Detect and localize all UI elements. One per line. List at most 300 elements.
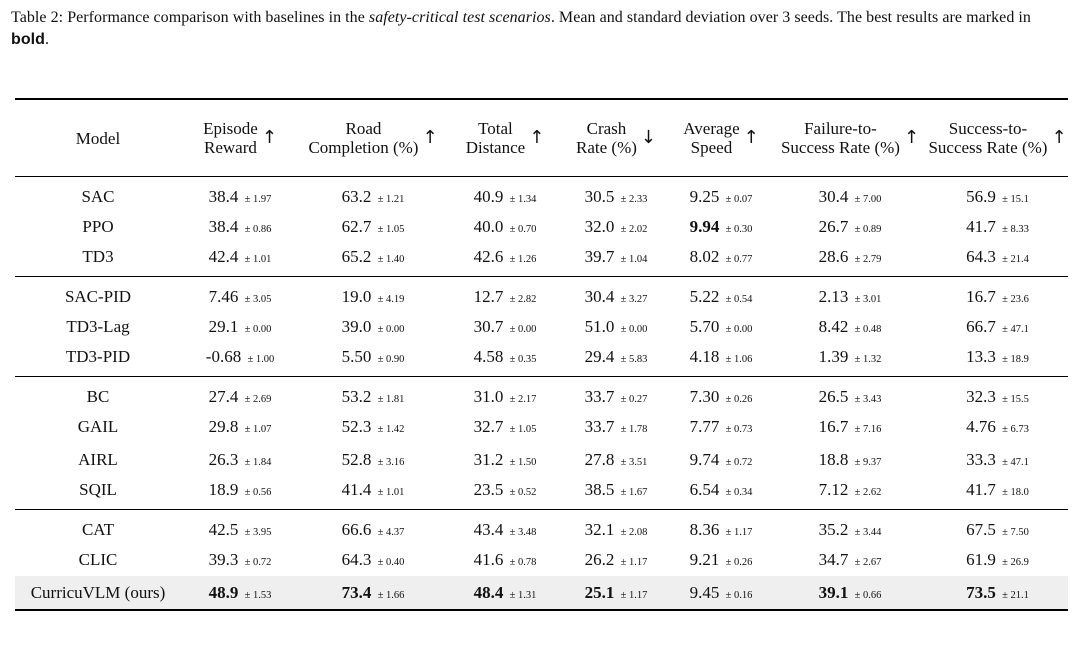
metric-cell	[299, 243, 447, 277]
metric-mean: 4.58	[473, 346, 504, 366]
metric-cell	[563, 543, 669, 576]
metric-cell	[773, 377, 927, 411]
metric-cell	[447, 343, 563, 377]
metric-mean: 41.4	[341, 479, 372, 499]
model-name-cell: BC	[15, 377, 181, 411]
metric-std: ± 0.40	[377, 556, 405, 568]
metric-std: ± 0.00	[725, 323, 753, 335]
row-group	[15, 277, 1068, 377]
metric-mean: 64.3	[341, 549, 372, 569]
metric-std: ± 1.40	[377, 253, 405, 265]
metric-cell	[563, 177, 669, 211]
metric-mean: 66.6	[341, 520, 372, 539]
metric-cell	[927, 210, 1068, 243]
metric-std: ± 7.50	[1002, 527, 1029, 538]
metric-std: ± 21.4	[1002, 253, 1029, 265]
metric-std: ± 0.77	[725, 253, 753, 265]
metric-cell	[299, 443, 447, 476]
metric-cell	[669, 243, 773, 277]
table-caption	[11, 7, 1071, 51]
metric-mean: 9.94	[689, 216, 720, 236]
metric-cell	[563, 343, 669, 377]
header-line: Rate (%)	[576, 138, 637, 157]
table-row	[15, 243, 1068, 277]
metric-cell	[773, 476, 927, 510]
header-line: Failure-to-	[804, 119, 877, 138]
metric-cell	[773, 410, 927, 443]
metric-std: ± 1.81	[377, 394, 405, 405]
metric-cell	[927, 343, 1068, 377]
metric-std: ± 0.73	[725, 423, 753, 435]
metric-std: ± 0.52	[509, 486, 537, 498]
metric-std: ± 0.34	[725, 486, 753, 498]
metric-mean: 32.3	[966, 387, 996, 406]
metric-cell	[773, 243, 927, 277]
metric-std: ± 3.48	[509, 527, 537, 538]
metric-mean: 73.4	[341, 582, 372, 602]
metric-cell	[563, 277, 669, 311]
metric-cell	[773, 310, 927, 343]
metric-cell	[773, 576, 927, 610]
header-line: Episode	[203, 119, 258, 138]
header-cell-wrap	[308, 119, 437, 157]
table-row	[15, 277, 1068, 311]
metric-cell	[927, 377, 1068, 411]
metric-cell	[299, 177, 447, 211]
metric-std: ± 0.70	[509, 223, 537, 235]
metric-mean: 26.7	[818, 216, 849, 236]
metric-std: ± 0.78	[509, 556, 537, 568]
metric-std: ± 1.00	[247, 353, 275, 365]
metric-std: ± 15.1	[1002, 194, 1029, 205]
header-lines	[576, 119, 637, 157]
metric-mean: 9.25	[689, 187, 720, 206]
metric-mean: 42.4	[208, 246, 239, 266]
metric-cell	[563, 310, 669, 343]
metric-mean: 32.0	[584, 216, 615, 236]
model-name-cell: TD3-Lag	[66, 316, 130, 336]
metric-std: ± 1.53	[244, 589, 272, 601]
metric-mean: 42.6	[473, 246, 504, 266]
metric-cell	[563, 476, 669, 510]
metric-cell	[181, 210, 299, 243]
metric-std: ± 2.79	[854, 253, 882, 265]
metric-cell	[299, 343, 447, 377]
metric-cell	[181, 410, 299, 443]
metric-cell	[447, 377, 563, 411]
metric-mean: 53.2	[341, 387, 372, 406]
metric-std: ± 4.37	[377, 527, 405, 538]
metric-cell	[447, 443, 563, 476]
metric-cell	[927, 277, 1068, 311]
arrow-up-icon: ↑	[422, 126, 438, 148]
metric-std: ± 2.33	[620, 194, 648, 205]
metric-mean: 23.5	[473, 479, 504, 499]
table-row	[15, 476, 1068, 510]
metric-mean: 52.3	[341, 416, 372, 436]
model-name-cell: TD3	[82, 246, 114, 266]
metric-std: ± 1.84	[244, 456, 272, 468]
metric-mean: 18.9	[208, 479, 239, 499]
metric-mean: 19.0	[341, 287, 372, 306]
metric-cell	[447, 510, 563, 544]
metric-mean: 63.2	[341, 187, 372, 206]
model-name-cell: CLIC	[78, 549, 118, 569]
model-name-cell: GAIL	[77, 416, 119, 436]
metric-std: ± 5.83	[620, 353, 648, 365]
header-column	[773, 99, 927, 177]
metric-std: ± 21.1	[1002, 589, 1029, 601]
metric-cell	[773, 277, 927, 311]
metric-std: ± 0.26	[725, 394, 753, 405]
model-name-cell: SQIL	[79, 479, 117, 499]
header-cell-wrap	[781, 119, 919, 157]
metric-mean: 34.7	[818, 549, 849, 569]
metric-cell	[563, 243, 669, 277]
metric-cell	[669, 210, 773, 243]
metric-std: ± 0.16	[725, 589, 753, 601]
header-line: Success Rate (%)	[928, 138, 1048, 157]
model-name-cell: TD3-PID	[65, 346, 131, 366]
metric-mean: 48.9	[208, 582, 239, 602]
metric-cell	[447, 310, 563, 343]
model-name-cell: CAT	[15, 510, 181, 544]
metric-cell	[447, 277, 563, 311]
metric-mean: 30.4	[818, 187, 849, 206]
metric-std: ± 2.02	[620, 223, 648, 235]
metric-mean: 1.39	[818, 346, 849, 366]
header-lines	[203, 119, 258, 157]
metric-std: ± 1.78	[620, 423, 648, 435]
metric-mean: 8.36	[689, 520, 720, 539]
metric-std: ± 3.51	[620, 456, 648, 468]
metric-std: ± 0.90	[377, 353, 405, 365]
metric-mean: 16.7	[966, 287, 996, 306]
metric-std: ± 0.30	[725, 223, 753, 235]
header-cell-wrap	[683, 119, 758, 157]
metric-std: ± 0.54	[725, 294, 753, 305]
arrow-down-icon: ↓	[640, 126, 656, 148]
metric-cell	[447, 410, 563, 443]
metric-cell	[927, 243, 1068, 277]
metric-std: ± 3.43	[854, 394, 882, 405]
metric-std: ± 2.62	[854, 486, 882, 498]
metric-std: ± 0.72	[244, 556, 272, 568]
metric-cell	[563, 576, 669, 610]
metric-mean: 9.21	[689, 549, 720, 569]
metric-cell	[773, 510, 927, 544]
metric-std: ± 1.05	[377, 223, 405, 235]
metric-std: ± 9.37	[854, 456, 882, 468]
metric-cell	[927, 510, 1068, 544]
metric-std: ± 2.08	[620, 527, 648, 538]
header-cell-wrap	[928, 119, 1066, 157]
metric-cell	[181, 310, 299, 343]
arrow-up-icon: ↑	[743, 126, 759, 148]
metric-mean: 61.9	[966, 549, 996, 569]
metric-std: ± 47.1	[1002, 323, 1029, 335]
metric-cell	[447, 177, 563, 211]
metric-mean: 31.2	[473, 449, 504, 469]
table-row	[15, 410, 1068, 443]
metric-cell	[563, 410, 669, 443]
caption-middle: . Mean and standard deviation over 3 seeds. The best results are marked in	[550, 9, 1031, 26]
header-column	[447, 99, 563, 177]
metric-std: ± 0.26	[725, 556, 753, 568]
header-line: Completion (%)	[308, 138, 419, 157]
metric-std: ± 0.56	[244, 486, 272, 498]
metric-mean: 16.7	[818, 416, 849, 436]
metric-mean: 8.02	[689, 246, 720, 266]
metric-mean: 2.13	[818, 287, 849, 306]
metric-std: ± 3.27	[620, 294, 648, 305]
metric-mean: 12.7	[473, 287, 504, 306]
table-row	[15, 377, 1068, 411]
metric-std: ± 3.16	[377, 456, 405, 468]
metric-cell	[181, 177, 299, 211]
metric-std: ± 0.27	[620, 394, 648, 405]
metric-cell	[299, 576, 447, 610]
arrow-up-icon: ↑	[1051, 126, 1067, 148]
metric-mean: 29.4	[584, 346, 615, 366]
metric-cell	[563, 210, 669, 243]
metric-mean: 40.0	[473, 216, 504, 236]
model-name-cell: CurricuVLM (ours)	[15, 576, 181, 610]
metric-cell	[181, 377, 299, 411]
header-line: Reward	[204, 138, 257, 157]
metric-std: ± 2.17	[509, 394, 537, 405]
metric-std: ± 0.00	[620, 323, 648, 335]
metric-std: ± 6.73	[1002, 423, 1029, 435]
metric-std: ± 18.0	[1002, 486, 1029, 498]
metric-std: ± 0.48	[854, 323, 882, 335]
metric-std: ± 1.50	[509, 456, 537, 468]
header-line: Average	[683, 119, 740, 138]
metric-std: ± 1.31	[509, 589, 537, 601]
caption-bold: bold	[11, 31, 45, 48]
metric-cell	[299, 210, 447, 243]
metric-cell	[669, 177, 773, 211]
metric-std: ± 0.00	[244, 323, 272, 335]
header-lines	[928, 119, 1047, 157]
table-row	[15, 343, 1068, 377]
metric-std: ± 1.17	[620, 556, 648, 568]
metric-mean: 39.1	[818, 582, 849, 602]
header-column	[181, 99, 299, 177]
metric-std: ± 1.26	[509, 253, 537, 265]
metric-cell	[299, 310, 447, 343]
metric-cell	[927, 177, 1068, 211]
metric-cell	[669, 443, 773, 476]
metric-mean: 56.9	[966, 187, 996, 206]
metric-mean: 5.22	[689, 287, 720, 306]
header-cell-wrap	[203, 119, 277, 157]
metric-mean: 64.3	[966, 246, 996, 266]
table-row	[15, 177, 1068, 211]
metric-std: ± 1.05	[509, 423, 537, 435]
metric-mean: 41.7	[966, 479, 996, 499]
metric-cell	[773, 343, 927, 377]
metric-std: ± 23.6	[1002, 294, 1029, 305]
header-line: Total	[478, 119, 513, 138]
metric-mean: 32.7	[473, 416, 504, 436]
metric-mean: 33.7	[584, 416, 615, 436]
metric-std: ± 18.9	[1002, 353, 1029, 365]
table-row	[15, 443, 1068, 476]
metric-cell	[773, 543, 927, 576]
metric-cell	[669, 510, 773, 544]
row-group	[15, 510, 1068, 611]
metric-std: ± 1.97	[244, 194, 272, 205]
metric-mean: 26.3	[208, 449, 239, 469]
metric-mean: 35.2	[818, 520, 849, 539]
metric-mean: 41.6	[473, 549, 504, 569]
metric-mean: 65.2	[341, 246, 372, 266]
metric-std: ± 47.1	[1002, 456, 1029, 468]
metric-cell	[447, 210, 563, 243]
caption-italic: safety-critical test scenarios	[368, 9, 551, 26]
header-line: Distance	[465, 138, 526, 157]
header-cell-wrap	[576, 119, 656, 157]
metric-mean: 27.8	[584, 449, 615, 469]
metric-mean: 43.4	[473, 520, 504, 539]
metric-std: ± 3.95	[244, 527, 272, 538]
metric-mean: 4.76	[966, 416, 996, 436]
metric-cell	[299, 476, 447, 510]
metric-cell	[447, 576, 563, 610]
header-column	[669, 99, 773, 177]
metric-std: ± 2.82	[509, 294, 537, 305]
metric-std: ± 0.07	[725, 194, 753, 205]
metric-mean: 30.5	[584, 187, 615, 206]
metric-mean: 30.4	[584, 287, 615, 306]
metric-cell	[181, 576, 299, 610]
metric-cell	[299, 543, 447, 576]
metric-cell	[447, 243, 563, 277]
metric-mean: 6.54	[689, 479, 720, 499]
table-row	[15, 510, 1068, 544]
metric-mean: 26.2	[584, 549, 615, 569]
metric-cell	[669, 476, 773, 510]
metric-cell	[669, 310, 773, 343]
metric-mean: 38.4	[208, 187, 239, 206]
header-row	[15, 99, 1068, 177]
metric-mean: 9.74	[689, 449, 720, 469]
metric-std: ± 26.9	[1002, 556, 1029, 568]
metric-cell	[669, 343, 773, 377]
metric-mean: 5.70	[689, 316, 720, 336]
metric-std: ± 15.5	[1002, 394, 1029, 405]
metric-std: ± 0.35	[509, 353, 537, 365]
caption-suffix: .	[44, 31, 50, 48]
metric-mean: 18.8	[818, 449, 849, 469]
metric-mean: 28.6	[818, 246, 849, 266]
metric-std: ± 2.67	[854, 556, 882, 568]
metric-mean: 27.4	[208, 387, 239, 406]
metric-mean: 33.3	[966, 449, 996, 469]
metric-mean: 8.42	[818, 316, 849, 336]
metric-mean: 39.7	[584, 246, 615, 266]
metric-mean: 26.5	[818, 387, 849, 406]
header-lines	[466, 119, 525, 157]
metric-cell	[181, 277, 299, 311]
metric-mean: 38.4	[208, 216, 239, 236]
metric-mean: 41.7	[966, 216, 996, 236]
model-name-cell: PPO	[82, 216, 114, 236]
header-lines	[781, 119, 900, 157]
metric-cell	[299, 510, 447, 544]
table-row	[15, 210, 1068, 243]
metric-mean: 4.18	[689, 346, 720, 366]
metric-cell	[927, 576, 1068, 610]
model-name-cell: SAC	[81, 187, 115, 206]
metric-cell	[181, 243, 299, 277]
metric-mean: 52.8	[341, 449, 372, 469]
metric-cell	[563, 377, 669, 411]
metric-cell	[927, 443, 1068, 476]
metric-mean: -0.68	[205, 346, 242, 366]
model-name-cell: SAC-PID	[15, 277, 181, 311]
metric-std: ± 3.44	[854, 527, 882, 538]
table-row	[15, 543, 1068, 576]
metric-cell	[773, 210, 927, 243]
metric-cell	[927, 410, 1068, 443]
arrow-up-icon: ↑	[903, 126, 920, 148]
metric-std: ± 0.00	[509, 323, 537, 335]
metric-mean: 62.7	[341, 216, 372, 236]
metric-std: ± 7.16	[854, 423, 882, 435]
metric-std: ± 4.19	[377, 294, 405, 305]
metric-mean: 7.77	[689, 416, 720, 436]
metric-cell	[563, 443, 669, 476]
metric-cell	[669, 377, 773, 411]
header-line: Speed	[690, 138, 733, 157]
header-column	[927, 99, 1068, 177]
metric-mean: 39.0	[341, 316, 372, 336]
metric-std: ± 0.86	[244, 223, 272, 235]
header-column	[563, 99, 669, 177]
metric-cell	[299, 410, 447, 443]
arrow-up-icon: ↑	[529, 126, 545, 148]
metric-mean: 39.3	[208, 549, 239, 569]
metric-cell	[669, 410, 773, 443]
table-row	[15, 576, 1068, 610]
metric-cell	[181, 343, 299, 377]
metric-mean: 9.45	[689, 582, 720, 602]
metric-std: ± 1.21	[377, 194, 405, 205]
metric-mean: 25.1	[584, 582, 615, 602]
metric-std: ± 1.17	[725, 527, 753, 538]
metric-std: ± 1.01	[244, 253, 272, 265]
metric-mean: 30.7	[473, 316, 504, 336]
header-cell-wrap	[466, 119, 545, 157]
metric-mean: 5.50	[341, 346, 372, 366]
header-lines	[308, 119, 418, 157]
metric-mean: 29.1	[208, 316, 239, 336]
metric-std: ± 0.72	[725, 456, 753, 468]
metric-cell	[669, 576, 773, 610]
metric-mean: 51.0	[584, 316, 615, 336]
row-group	[15, 177, 1068, 277]
metric-mean: 67.5	[966, 520, 996, 539]
metric-mean: 66.7	[966, 316, 996, 336]
header-line: Crash	[586, 119, 627, 138]
metric-mean: 38.5	[584, 479, 615, 499]
metric-std: ± 1.04	[620, 253, 648, 265]
table-row	[15, 310, 1068, 343]
header-line: Success Rate (%)	[780, 138, 900, 157]
metric-cell	[181, 476, 299, 510]
